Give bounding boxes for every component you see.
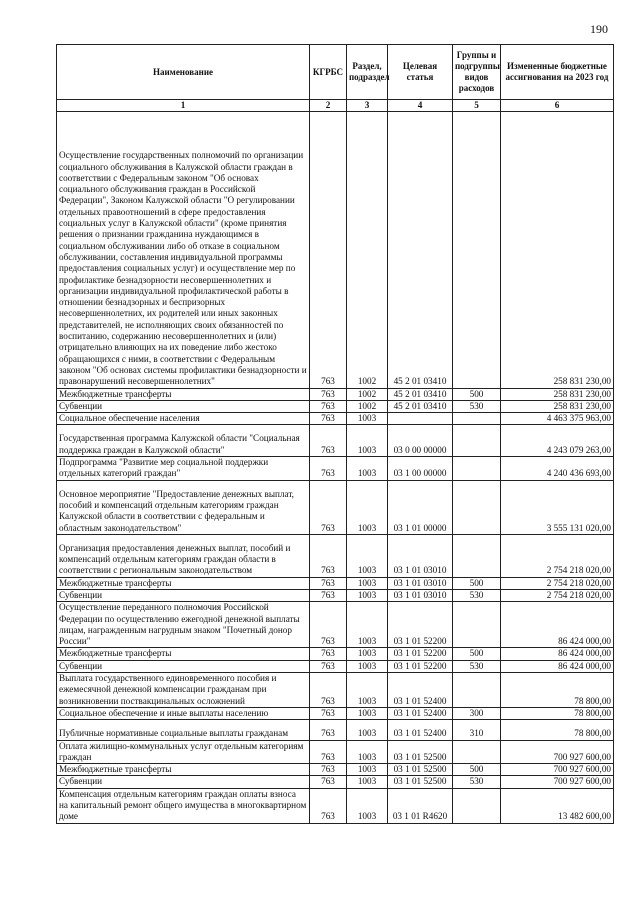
cell-target: 45 2 01 03410 (388, 388, 453, 400)
cell-group (453, 673, 501, 708)
cell-name: Межбюджетные трансферты (57, 648, 310, 660)
cell-amount: 13 482 600,00 (501, 788, 614, 823)
cell-kgrbs: 763 (310, 648, 347, 660)
cell-section: 1003 (347, 457, 388, 481)
cell-group (453, 740, 501, 764)
cell-group: 500 (453, 764, 501, 776)
cell-section: 1002 (347, 388, 388, 400)
cell-section: 1003 (347, 577, 388, 589)
cell-amount: 86 424 000,00 (501, 602, 614, 648)
cell-name: Оплата жилищно-коммунальных услуг отдельным категориям граждан (57, 740, 310, 764)
cell-amount: 258 831 230,00 (501, 112, 614, 388)
cell-group: 300 (453, 707, 501, 719)
cell-kgrbs: 763 (310, 707, 347, 719)
cell-name: Социальное обеспечение и иные выплаты населению (57, 707, 310, 719)
header-name: Наименование (57, 45, 310, 100)
cell-target: 03 1 01 52500 (388, 764, 453, 776)
table-row (57, 589, 614, 601)
cell-kgrbs: 763 (310, 388, 347, 400)
cell-group: 500 (453, 648, 501, 660)
header-groups: Группы и подгруппы видов расходов (453, 45, 501, 100)
cell-name: Подпрограмма "Развитие мер социальной поддержки отдельных категорий граждан" (57, 457, 310, 481)
cell-kgrbs: 763 (310, 673, 347, 708)
cell-target: 03 1 01 52200 (388, 660, 453, 672)
cell-kgrbs: 763 (310, 400, 347, 412)
cell-group (453, 480, 501, 534)
index-cell: 3 (347, 100, 388, 112)
cell-amount: 700 927 600,00 (501, 776, 614, 788)
cell-kgrbs: 763 (310, 425, 347, 457)
cell-kgrbs: 763 (310, 413, 347, 425)
cell-kgrbs: 763 (310, 764, 347, 776)
cell-target: 03 1 01 52500 (388, 776, 453, 788)
cell-section: 1003 (347, 425, 388, 457)
cell-name: Публичные нормативные социальные выплаты гражданам (57, 720, 310, 740)
table-row (57, 776, 614, 788)
cell-group (453, 534, 501, 577)
cell-kgrbs: 763 (310, 776, 347, 788)
table-row (57, 534, 614, 577)
cell-section: 1003 (347, 660, 388, 672)
cell-group: 530 (453, 660, 501, 672)
cell-group (453, 425, 501, 457)
cell-name: Субвенции (57, 400, 310, 412)
cell-amount: 4 240 436 693,00 (501, 457, 614, 481)
cell-section: 1003 (347, 776, 388, 788)
cell-section: 1003 (347, 589, 388, 601)
cell-name: Межбюджетные трансферты (57, 388, 310, 400)
cell-target: 03 1 00 00000 (388, 457, 453, 481)
table-row (57, 720, 614, 740)
cell-section: 1002 (347, 112, 388, 388)
header-amount: Измененные бюджетные ассигнования на 2023 год (501, 45, 614, 100)
cell-kgrbs: 763 (310, 457, 347, 481)
cell-kgrbs: 763 (310, 788, 347, 823)
cell-target: 03 1 01 52200 (388, 648, 453, 660)
header-section: Раздел, подраздел (347, 45, 388, 100)
cell-kgrbs: 763 (310, 577, 347, 589)
cell-kgrbs: 763 (310, 589, 347, 601)
table-row (57, 413, 614, 425)
cell-target (388, 413, 453, 425)
index-cell: 2 (310, 100, 347, 112)
page-number: 190 (590, 22, 608, 36)
cell-kgrbs: 763 (310, 480, 347, 534)
cell-group: 500 (453, 388, 501, 400)
cell-amount: 700 927 600,00 (501, 740, 614, 764)
budget-table (56, 44, 614, 824)
table-row (57, 388, 614, 400)
cell-amount: 86 424 000,00 (501, 660, 614, 672)
cell-amount: 86 424 000,00 (501, 648, 614, 660)
cell-target: 03 1 01 52500 (388, 740, 453, 764)
cell-name: Выплата государственного единовременного пособия и ежемесячной денежной компенсации гражданам при возникновении поствакцинальных осложнений (57, 673, 310, 708)
cell-amount: 700 927 600,00 (501, 764, 614, 776)
cell-name: Осуществление переданного полномочия Российской Федерации по осуществлению ежегодной денежной выплаты лицам, награжденным нагрудным знаком "Почетный донор России" (57, 602, 310, 648)
cell-target: 03 0 00 00000 (388, 425, 453, 457)
cell-section: 1003 (347, 534, 388, 577)
cell-amount: 4 463 375 963,00 (501, 413, 614, 425)
table-row (57, 400, 614, 412)
cell-target: 03 1 01 03010 (388, 534, 453, 577)
cell-section: 1003 (347, 673, 388, 708)
table-row (57, 112, 614, 388)
cell-amount: 3 555 131 020,00 (501, 480, 614, 534)
cell-target: 03 1 01 52400 (388, 707, 453, 719)
index-cell: 4 (388, 100, 453, 112)
cell-section: 1003 (347, 480, 388, 534)
cell-target: 03 1 01 03010 (388, 589, 453, 601)
cell-group (453, 457, 501, 481)
cell-kgrbs: 763 (310, 112, 347, 388)
table-row (57, 577, 614, 589)
cell-section: 1003 (347, 413, 388, 425)
cell-group: 530 (453, 589, 501, 601)
cell-section: 1003 (347, 720, 388, 740)
header-target: Целевая статья (388, 45, 453, 100)
table-row (57, 740, 614, 764)
cell-name: Субвенции (57, 776, 310, 788)
cell-name: Межбюджетные трансферты (57, 764, 310, 776)
cell-amount: 4 243 079 263,00 (501, 425, 614, 457)
cell-amount: 78 800,00 (501, 720, 614, 740)
cell-name: Компенсация отдельным категориям граждан оплаты взноса на капитальный ремонт общего имущества в многоквартирном доме (57, 788, 310, 823)
cell-group (453, 413, 501, 425)
cell-target: 03 1 01 52200 (388, 602, 453, 648)
index-cell: 1 (57, 100, 310, 112)
table-row (57, 660, 614, 672)
cell-section: 1003 (347, 602, 388, 648)
table-row (57, 707, 614, 719)
cell-group (453, 112, 501, 388)
table-body (57, 112, 614, 823)
cell-name: Государственная программа Калужской области "Социальная поддержка граждан в Калужской области" (57, 425, 310, 457)
cell-section: 1002 (347, 400, 388, 412)
index-cell: 5 (453, 100, 501, 112)
cell-group: 500 (453, 577, 501, 589)
cell-target: 45 2 01 03410 (388, 400, 453, 412)
cell-target: 03 1 01 R4620 (388, 788, 453, 823)
table-row (57, 457, 614, 481)
cell-amount: 2 754 218 020,00 (501, 589, 614, 601)
cell-amount: 78 800,00 (501, 707, 614, 719)
cell-group (453, 602, 501, 648)
cell-group: 530 (453, 400, 501, 412)
cell-section: 1003 (347, 788, 388, 823)
cell-target: 03 1 01 00000 (388, 480, 453, 534)
cell-kgrbs: 763 (310, 720, 347, 740)
cell-kgrbs: 763 (310, 740, 347, 764)
table-row (57, 602, 614, 648)
table-row (57, 788, 614, 823)
cell-kgrbs: 763 (310, 602, 347, 648)
cell-kgrbs: 763 (310, 660, 347, 672)
table-row (57, 673, 614, 708)
header-kgrbs: КГРБС (310, 45, 347, 100)
cell-name: Межбюджетные трансферты (57, 577, 310, 589)
table-row (57, 648, 614, 660)
cell-name: Организация предоставления денежных выплат, пособий и компенсаций отдельным категориям граждан области в соответствии с региональным законодательством (57, 534, 310, 577)
header-row (57, 45, 614, 100)
cell-section: 1003 (347, 740, 388, 764)
cell-section: 1003 (347, 764, 388, 776)
cell-amount: 78 800,00 (501, 673, 614, 708)
table-row (57, 480, 614, 534)
table-row (57, 425, 614, 457)
cell-target: 45 2 01 03410 (388, 112, 453, 388)
cell-name: Осуществление государственных полномочий по организации социального обслуживания в Калужской области граждан в соответствии с Федеральным законом "Об основах социального обслуживания граждан в Российской Федерации", Законом Калужской области "О регулировании отдельных правоотношений в сфере предоставления социальных услуг в Калужской области" (кроме принятия решения о признании гражданина нуждающимся в социальном обслуживании либо об отказе в социальном обслуживании, составления индивидуальной программы предоставления социальных услуг) и осуществление мер по профилактике безнадзорности несовершеннолетних и организации индивидуальной профилактической работы в отношении безнадзорных и беспризорных несовершеннолетних, их родителей или иных законных представителей, не исполняющих своих обязанностей по воспитанию, содержанию несовершеннолетних и (или) отрицательно влияющих на их поведение либо жестоко обращающихся с ними, в соответствии с Федеральным законом "Об основах системы профилактики безнадзорности и правонарушений несовершеннолетних" (57, 112, 310, 388)
cell-name: Субвенции (57, 589, 310, 601)
cell-amount: 2 754 218 020,00 (501, 534, 614, 577)
cell-group (453, 788, 501, 823)
cell-name: Субвенции (57, 660, 310, 672)
cell-target: 03 1 01 52400 (388, 720, 453, 740)
cell-amount: 2 754 218 020,00 (501, 577, 614, 589)
cell-section: 1003 (347, 707, 388, 719)
cell-amount: 258 831 230,00 (501, 388, 614, 400)
cell-target: 03 1 01 52400 (388, 673, 453, 708)
cell-section: 1003 (347, 648, 388, 660)
index-cell: 6 (501, 100, 614, 112)
cell-target: 03 1 01 03010 (388, 577, 453, 589)
cell-group: 530 (453, 776, 501, 788)
index-row (57, 100, 614, 112)
cell-name: Основное мероприятие "Предоставление денежных выплат, пособий и компенсаций отдельным категориям граждан Калужской области в соответствии с федеральным и областным законодательством" (57, 480, 310, 534)
table-row (57, 764, 614, 776)
cell-name: Социальное обеспечение населения (57, 413, 310, 425)
cell-kgrbs: 763 (310, 534, 347, 577)
cell-amount: 258 831 230,00 (501, 400, 614, 412)
cell-group: 310 (453, 720, 501, 740)
